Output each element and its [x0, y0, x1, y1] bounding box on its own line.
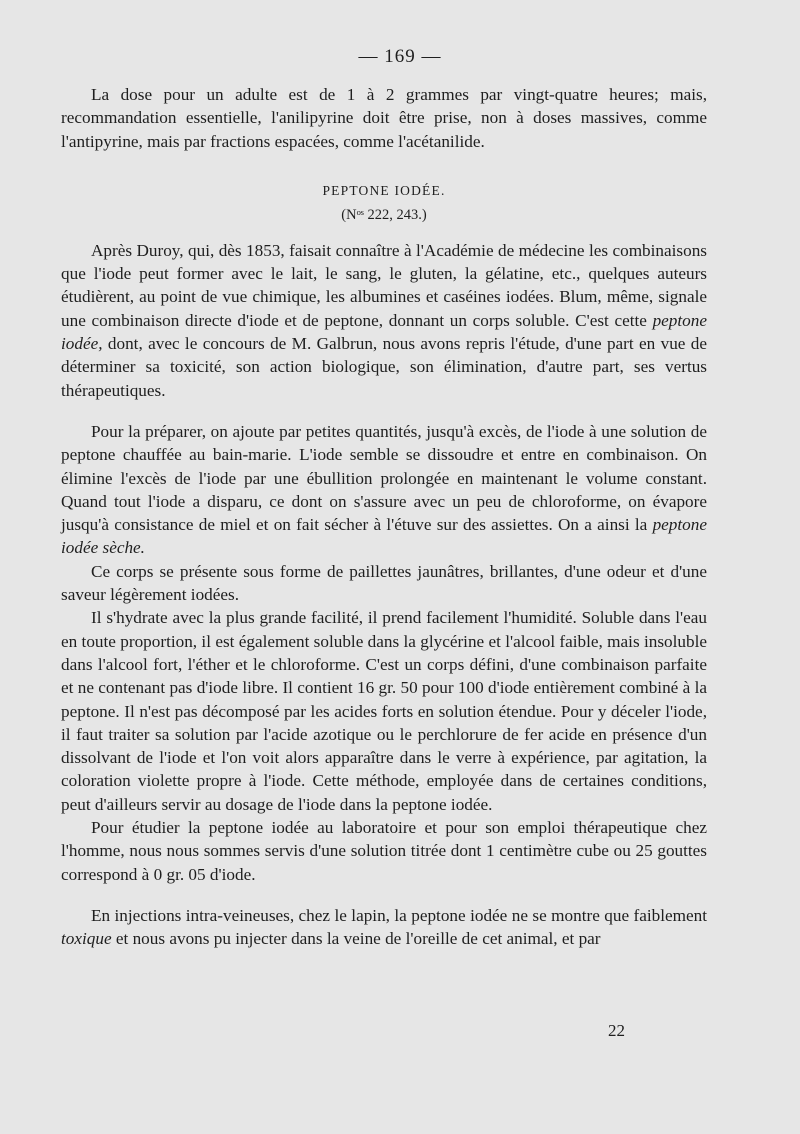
- paragraph-solution: Pour étudier la peptone iodée au laboratoire et pour son emploi thérapeutique chez l'homme, nous nous sommes servis d'une solution titrée dont 1 centimètre cube ou 25 gouttes correspond à 0 gr. 05 d'iode.: [61, 818, 707, 884]
- paragraph-history: [61, 239, 707, 402]
- paragraph-properties: Il s'hydrate avec la plus grande facilité, il prend facilement l'humidité. Soluble dans l'eau en toute proportion, il est également soluble dans la glycérine et l'alcool faible, mais insoluble dans l'alcool fort, l'éther et le chloroforme. C'est un corps défini, d'une combinaison parfaite et ne contenant pas d'iode libre. Il contient 16 gr. 50 pour 100 d'iode entièrement combiné à la peptone. Il n'est pas décomposé par les acides forts en solution étendue. Pour y déceler l'iode, il faut traiter sa solution par l'acide azotique ou le perchlorure de fer acide en présence d'un dissolvant de l'iode et l'on voit alors apparaître dans le verre à expérience, par agitation, la coloration violette propre à l'iode. Cette méthode, employée dans de certaines conditions, peut d'ailleurs servir au dosage de l'iode dans la peptone iodée.: [61, 608, 707, 814]
- paragraph-injections-italic: toxique: [61, 929, 112, 949]
- section-references: (Nᵒˢ 222, 243.): [341, 206, 427, 223]
- paragraph-preparation-part-1: Pour la préparer, on ajoute par petites quantités, jusqu'à excès, de l'iode à une solution de peptone chauffée au bain-marie. L'iode semble se dissoudre et entre en combinaison. On élimine l'excès de l'iode par une ébullition prolongée en maintenant le volume constant. Quand tout l'iode a disparu, ce dont on s'assure avec un peu de chloroforme, on évapore jusqu'à consistance de miel et on fait sécher à l'étuve sur des assiettes. On a ainsi la: [61, 421, 707, 535]
- paragraph-preparation-italic: peptone iodée sèche.: [61, 515, 707, 558]
- paragraph-dose: La dose pour un adulte est de 1 à 2 grammes par vingt-quatre heures; mais, recommandation essentielle, l'anilipyrine doit être prise, non à doses massives, comme l'antipyrine, mais par fractions espacées, comme l'acétanilide.: [61, 85, 707, 151]
- sheet-signature: 22: [608, 1021, 625, 1040]
- paragraph-history-part-2: dont, avec le concours de M. Galbrun, nous avons repris l'étude, d'une part en vue de déterminer sa toxicité, son action biologique, son élimination, d'autre part, ses vertus thérapeutiques.: [61, 334, 707, 400]
- paragraph-preparation: [61, 420, 707, 560]
- paragraph-history-part-1: Après Duroy, qui, dès 1853, faisait connaître à l'Académie de médecine les combinaisons que l'iode peut former avec le lait, le sang, le gluten, la gélatine, etc., quelques auteurs étudièrent, au point de vue chimique, les albumines et caséines iodées. Blum, même, signale une combinaison directe d'iode et de peptone, donnant un corps soluble. C'est cette: [61, 240, 707, 330]
- paragraph-injections-part-2: et nous avons pu injecter dans la veine de l'oreille de cet animal, et par: [111, 929, 601, 949]
- page-number: — 169 —: [358, 46, 442, 67]
- paragraph-appearance: Ce corps se présente sous forme de paillettes jaunâtres, brillantes, d'une odeur et d'une saveur légèrement iodées.: [61, 561, 707, 605]
- paragraph-history-italic: peptone iodée,: [61, 310, 707, 354]
- paragraph-injections-part-1: En injections intra-veineuses, chez le lapin, la peptone iodée ne se montre que faiblement: [91, 905, 707, 925]
- body-text: [61, 83, 707, 951]
- paragraph-injections: [61, 904, 707, 951]
- section-heading: PEPTONE IODÉE.: [322, 182, 446, 198]
